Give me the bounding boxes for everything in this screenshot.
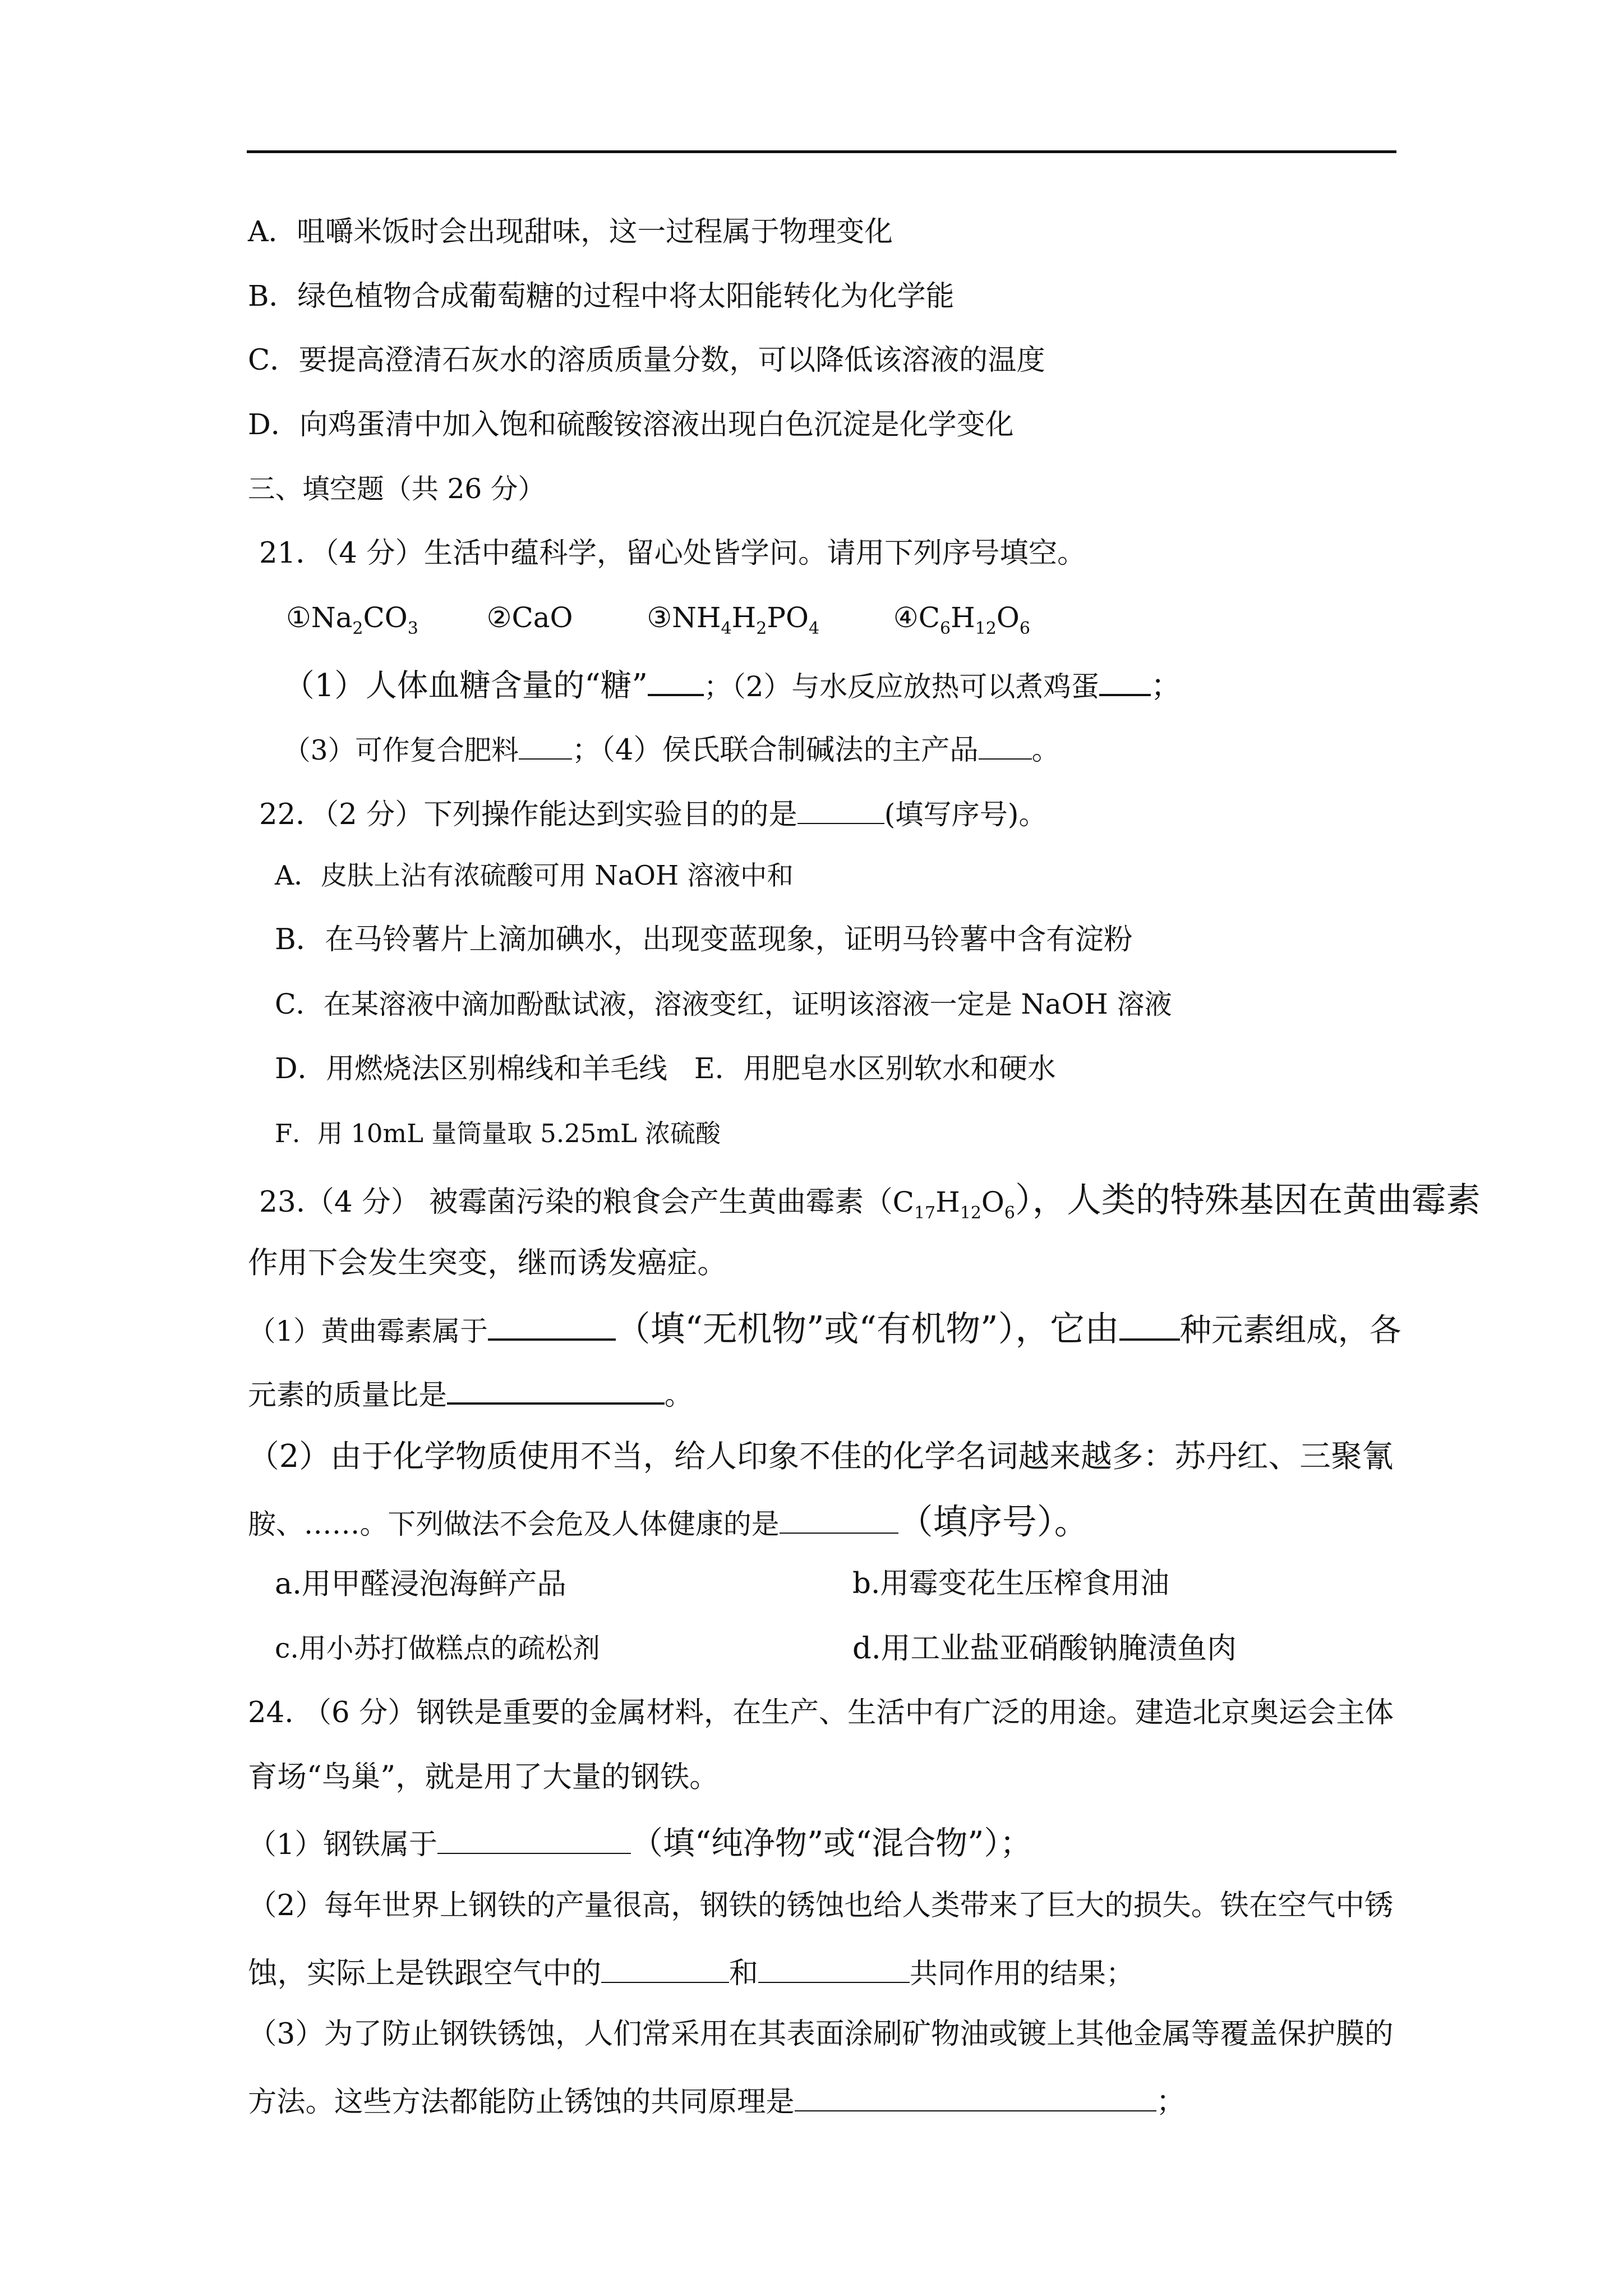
formula-symbol: H: [731, 601, 757, 634]
formula-subscript: 2: [352, 619, 363, 638]
q24-part3-line1: （3）为了防止钢铁锈蚀，人们常采用在其表面涂刷矿物油或镀上其他金属等覆盖保护膜的: [248, 2017, 1394, 2051]
q23-blank-1[interactable]: [488, 1313, 616, 1341]
header-rule: [247, 150, 1396, 153]
formula-subscript: 6: [939, 619, 951, 638]
q23-part2-line2: 胺、……。下列做法不会危及人体健康的是 （填序号）。: [248, 1502, 1089, 1542]
q21-blank-1[interactable]: [648, 668, 704, 696]
q24-stem-1: 24. （6 分）钢铁是重要的金属材料，在生产、生活中有广泛的用途。建造北京奥运会主体: [248, 1696, 1394, 1729]
q21-blank-2[interactable]: [1099, 668, 1151, 696]
formula-symbol: O: [981, 1186, 1004, 1218]
q22-blank[interactable]: [797, 797, 884, 824]
formula-subscript: 3: [407, 619, 418, 638]
q21-choices: [286, 601, 1030, 638]
q23-option-b: b.用霉变花生压榨食用油: [852, 1567, 1169, 1600]
q23-part1-line2: 元素的质量比是 。: [248, 1377, 693, 1410]
q22-option-de: D．用燃烧法区别棉线和羊毛线 E．用肥皂水区别软水和硬水: [275, 1052, 1056, 1085]
formula-symbol: C: [918, 601, 940, 634]
q24-part3-line2: 方法。这些方法都能防止锈蚀的共同原理是 ；: [248, 2085, 1186, 2119]
formula-symbol: C: [892, 1186, 914, 1218]
formula-symbol: PO: [767, 601, 809, 634]
q23-blank-4[interactable]: [780, 1507, 898, 1534]
q21-choice-3: $③NH_4H_2PO_4$: [647, 601, 820, 638]
q21-choice-4: $④C_6H_{12}O_6$: [893, 601, 1030, 638]
q23-option-d: d.用工业盐亚硝酸钠腌渍鱼肉: [852, 1631, 1237, 1665]
q23-blank-3[interactable]: [447, 1377, 665, 1405]
q24-blank-4[interactable]: [795, 2085, 1156, 2111]
formula-subscript: 12: [975, 619, 997, 638]
q24-blank-1[interactable]: [437, 1827, 631, 1854]
q20-option-c: C．要提高澄清石灰水的溶质质量分数，可以降低该溶液的温度: [248, 343, 1045, 377]
q21-blank-4[interactable]: [979, 733, 1032, 760]
formula-symbol: CO: [363, 601, 408, 634]
q21-line-1: （1）人体血糖含量的“糖” ；（2）与水反应放热可以煮鸡蛋 ；: [283, 668, 1182, 704]
q24-part2-line1: （2）每年世界上钢铁的产量很高，钢铁的锈蚀也给人类带来了巨大的损失。铁在空气中锈: [248, 1889, 1394, 1922]
formula-subscript: 12: [960, 1203, 981, 1223]
q23-stem-2: 作用下会发生突变，继而诱发癌症。: [248, 1245, 727, 1280]
formula-subscript: 2: [756, 619, 767, 638]
formula-subscript: 17: [914, 1203, 936, 1223]
q22-option-a: A．皮肤上沾有浓硫酸可用 NaOH 溶液中和: [275, 861, 794, 891]
q21-choice-1: $①Na_2CO_3$: [286, 601, 418, 638]
q22-stem: 22．（2 分）下列操作能达到实验目的的是 (填写序号)。: [259, 798, 1047, 831]
q21-choice-2: ②CaO: [486, 601, 573, 634]
q23-option-a: a.用甲醛浸泡海鲜产品: [275, 1567, 566, 1601]
formula-subscript: 6: [1004, 1203, 1016, 1223]
q23-part2-line1: （2）由于化学物质使用不当，给人印象不佳的化学名词越来越多：苏丹红、三聚氰: [248, 1438, 1394, 1475]
formula-symbol: O: [996, 601, 1020, 634]
q22-option-f: F．用 10mL 量筒量取 5.25mL 浓硫酸: [275, 1119, 721, 1148]
aflatoxin-formula: [892, 1186, 1016, 1223]
q23-stem-1: 23.（4 分） 被霉菌污染的粮食会产生黄曲霉素$(C_{17}H_{12}O_6)$，人类的特殊基因在黄曲霉素: [259, 1180, 1481, 1223]
q24-blank-2[interactable]: [601, 1956, 729, 1983]
q21-stem: 21．（4 分）生活中蕴科学，留心处皆学问。请用下列序号填空。: [259, 536, 1086, 570]
q21-line-2: （3）可作复合肥料 ；（4）侯氏联合制碱法的主产品 。: [283, 733, 1060, 767]
q23-blank-2[interactable]: [1119, 1313, 1180, 1341]
formula-symbol: NH: [672, 601, 721, 634]
q20-option-b: B．绿色植物合成葡萄糖的过程中将太阳能转化为化学能: [248, 280, 955, 313]
formula-symbol: H: [935, 1186, 960, 1218]
q22-option-b: B．在马铃薯片上滴加碘水，出现变蓝现象，证明马铃薯中含有淀粉: [275, 923, 1133, 956]
section-title: 三、填空题（共 26 分）: [248, 473, 545, 505]
formula-symbol: Na: [311, 601, 353, 634]
q20-option-d: D．向鸡蛋清中加入饱和硫酸铵溶液出现白色沉淀是化学变化: [248, 408, 1014, 441]
q23-part1-line1: （1）黄曲霉素属于 （填“无机物”或“有机物”），它由 种元素组成，各: [248, 1309, 1401, 1349]
q24-stem-2: 育场“鸟巢”，就是用了大量的钢铁。: [248, 1760, 719, 1794]
q24-blank-3[interactable]: [758, 1956, 910, 1983]
q20-option-a: A．咀嚼米饭时会出现甜味，这一过程属于物理变化: [248, 215, 893, 248]
q23-option-c: c.用小苏打做糕点的疏松剂: [275, 1632, 600, 1664]
formula-symbol: H: [951, 601, 975, 634]
formula-subscript: 4: [808, 619, 820, 638]
formula-symbol: CaO: [511, 601, 573, 634]
formula-subscript: 6: [1019, 619, 1030, 638]
q24-part2-line2: 蚀，实际上是铁跟空气中的 和 共同作用的结果；: [248, 1956, 1135, 1990]
q22-option-c: C．在某溶液中滴加酚酞试液，溶液变红，证明该溶液一定是 NaOH 溶液: [275, 988, 1172, 1020]
formula-subscript: 4: [721, 619, 732, 638]
q21-blank-3[interactable]: [519, 733, 572, 760]
q24-part1: （1）钢铁属于 （填“纯净物”或“混合物”）；: [248, 1825, 1032, 1862]
